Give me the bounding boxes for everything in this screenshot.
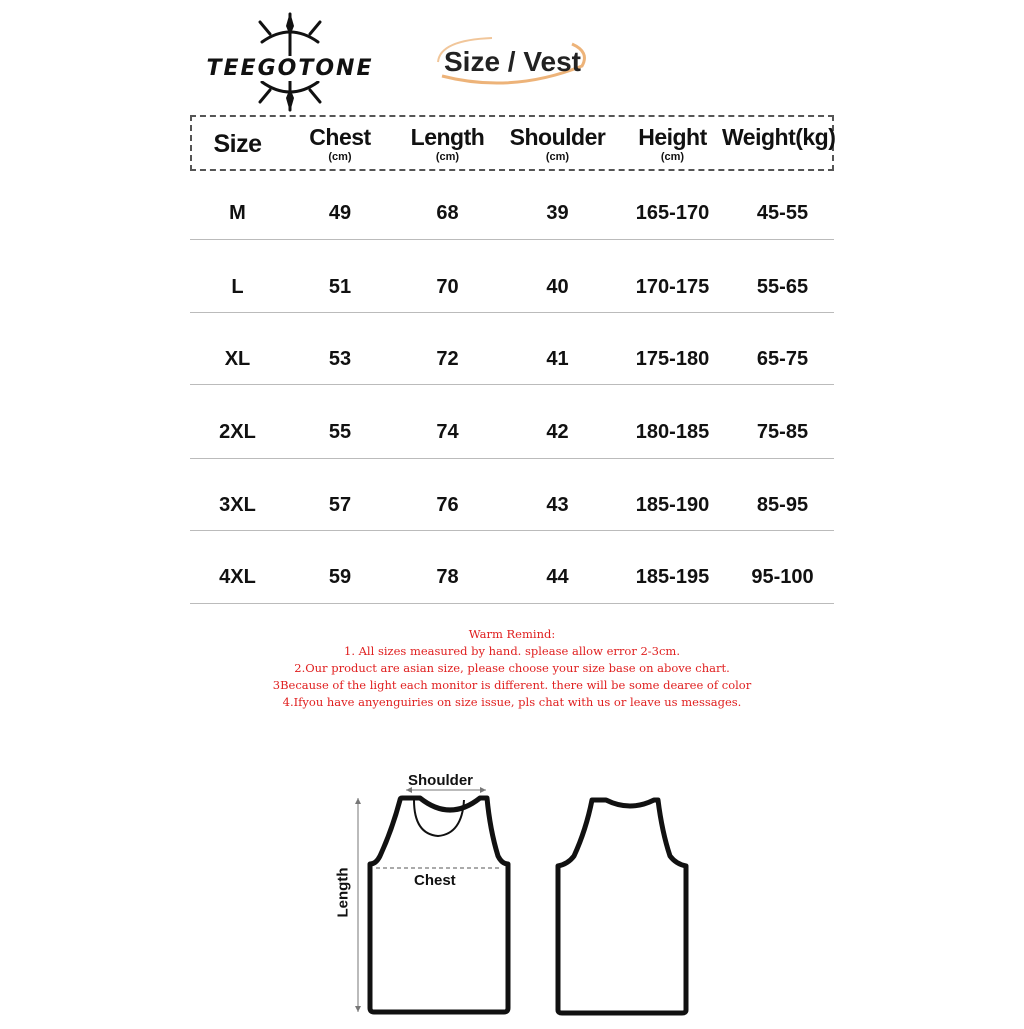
title-badge [432, 32, 602, 92]
cell-length: 78 [436, 566, 459, 588]
cell-weight: 55-65 [756, 276, 809, 298]
cell-length: 72 [436, 348, 459, 370]
header-chest: Chest (cm) [309, 124, 371, 163]
row-divider [190, 384, 834, 385]
cell-height: 180-185 [635, 421, 710, 443]
header-shoulder: Shoulder (cm) [509, 124, 606, 163]
cell-size: XL [224, 348, 251, 370]
chest-label: Chest [414, 872, 456, 889]
cell-weight: 65-75 [756, 348, 809, 370]
cell-weight: 95-100 [751, 566, 814, 588]
warm-remind-notes [190, 626, 834, 711]
brand-name: TEEGOTONE [190, 56, 390, 81]
header-length: Length (cm) [410, 124, 485, 163]
note-line: 1. All sizes measured by hand. splease allow error 2-3cm. [344, 644, 680, 658]
cell-size: 4XL [219, 566, 256, 588]
cell-weight: 85-95 [756, 494, 809, 516]
note-line: 4.Ifyou have anyenguiries on size issue, pls chat with us or leave us messages. [282, 695, 742, 709]
row-divider [190, 458, 834, 459]
cell-size: 3XL [219, 494, 256, 516]
header-weight: Weight(kg) [722, 124, 836, 150]
cell-height: 165-170 [635, 202, 710, 224]
page-title: Size / Vest [444, 46, 581, 77]
cell-chest: 51 [328, 276, 352, 298]
cell-height: 185-190 [635, 494, 710, 516]
cell-shoulder: 40 [546, 276, 569, 298]
cell-shoulder: 41 [546, 348, 569, 370]
cell-length: 68 [436, 202, 459, 224]
cell-shoulder: 39 [546, 202, 569, 224]
cell-size: L [231, 276, 244, 298]
cell-size: M [229, 202, 246, 224]
note-line: 2.Our product are asian size, please choose your size base on above chart. [294, 661, 730, 675]
cell-shoulder: 43 [546, 494, 569, 516]
vest-diagram [330, 760, 710, 1029]
vest-outline-icon [330, 760, 710, 1024]
cell-chest: 59 [328, 566, 352, 588]
cell-chest: 49 [328, 202, 352, 224]
length-label: Length [334, 867, 352, 918]
cell-size: 2XL [219, 421, 256, 443]
cell-length: 70 [436, 276, 459, 298]
cell-length: 74 [436, 421, 459, 443]
row-divider [190, 312, 834, 313]
notes-title: Warm Remind: [468, 627, 556, 641]
shoulder-label: Shoulder [408, 772, 474, 789]
header-height: Height (cm) [638, 124, 707, 163]
row-divider [190, 530, 834, 531]
row-divider [190, 603, 834, 604]
header-size: Size [213, 130, 262, 158]
cell-chest: 55 [328, 421, 352, 443]
cell-chest: 53 [328, 348, 352, 370]
cell-height: 170-175 [635, 276, 710, 298]
cell-shoulder: 44 [546, 566, 569, 588]
cell-weight: 45-55 [756, 202, 809, 224]
row-divider [190, 239, 834, 240]
cell-weight: 75-85 [756, 421, 809, 443]
cell-chest: 57 [328, 494, 352, 516]
cell-height: 175-180 [635, 348, 710, 370]
brand-logo [190, 12, 390, 112]
cell-height: 185-195 [635, 566, 710, 588]
note-line: 3Because of the light each monitor is different. there will be some dearee of color [272, 678, 752, 692]
cell-shoulder: 42 [546, 421, 569, 443]
cell-length: 76 [436, 494, 459, 516]
